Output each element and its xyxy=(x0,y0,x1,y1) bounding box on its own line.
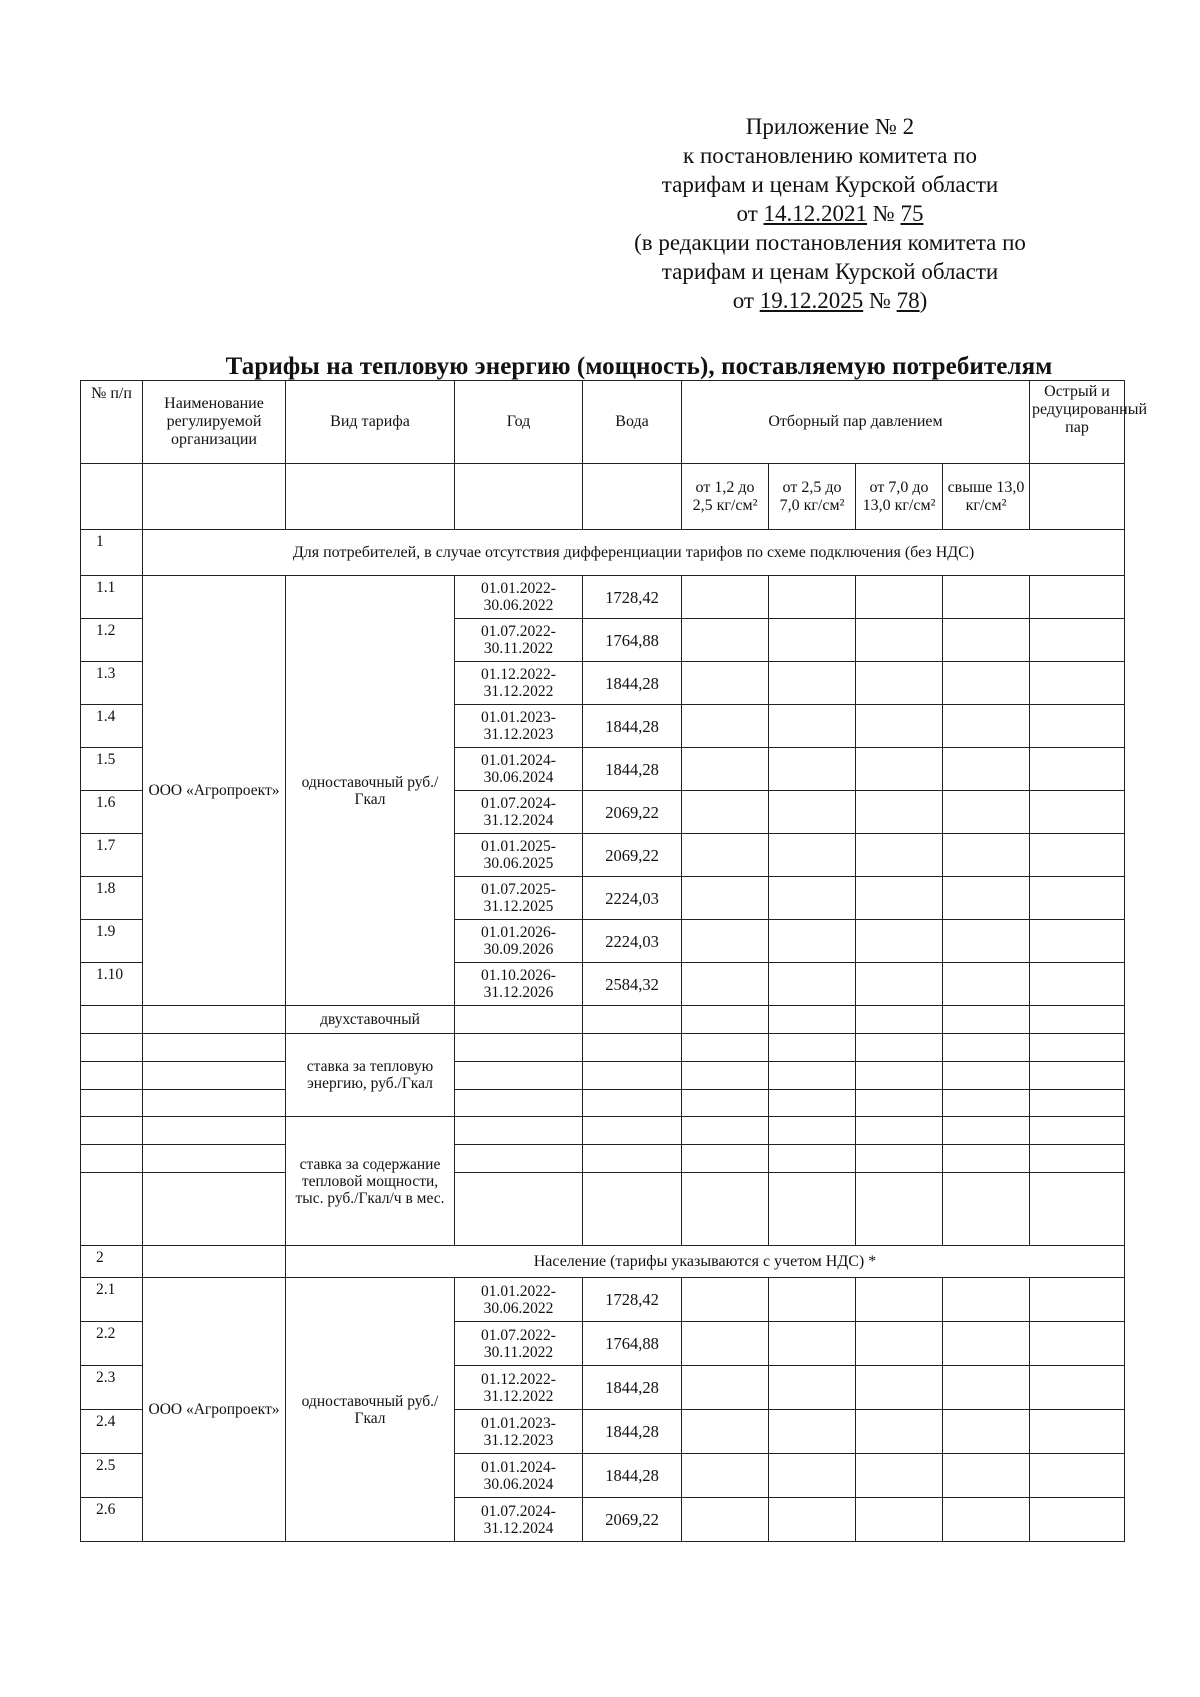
empty-cell xyxy=(682,1173,769,1246)
appendix-line-4-mid: № xyxy=(867,201,901,226)
row-number: 2.1 xyxy=(81,1278,143,1322)
empty-cell xyxy=(682,748,769,791)
empty-cell xyxy=(81,1062,143,1090)
empty-cell xyxy=(856,1454,943,1498)
empty-cell xyxy=(143,1145,286,1173)
empty-cell xyxy=(1030,834,1125,877)
empty-cell xyxy=(943,1034,1030,1062)
empty-cell xyxy=(769,920,856,963)
tariff-period: 01.07.2025-31.12.2025 xyxy=(455,877,583,920)
empty-cell xyxy=(856,1145,943,1173)
water-tariff: 1764,88 xyxy=(583,1322,682,1366)
header-empty xyxy=(143,464,286,530)
tariff-period: 01.01.2022-30.06.2022 xyxy=(455,1278,583,1322)
empty-cell xyxy=(583,1090,682,1117)
empty-cell xyxy=(856,1322,943,1366)
empty-cell xyxy=(143,1034,286,1062)
empty-cell xyxy=(769,1006,856,1034)
resolution-date: 14.12.2021 xyxy=(763,201,868,226)
capacity-rate-label: ставка за содержание тепловой мощности, тыс. руб./Гкал/ч в мес. xyxy=(286,1117,455,1246)
organization-name: ООО «Агропроект» xyxy=(143,1278,286,1542)
empty-cell xyxy=(769,619,856,662)
row-number: 1.4 xyxy=(81,705,143,748)
empty-cell xyxy=(682,1117,769,1145)
header-sharp-steam: Острый и редуцированный пар xyxy=(1030,381,1125,464)
empty-cell xyxy=(682,619,769,662)
row-number: 2.5 xyxy=(81,1454,143,1498)
empty-cell xyxy=(943,1366,1030,1410)
water-tariff: 2069,22 xyxy=(583,834,682,877)
appendix-line-7-mid: № xyxy=(863,288,897,313)
empty-cell xyxy=(943,1145,1030,1173)
empty-cell xyxy=(769,705,856,748)
appendix-line-6: тарифам и ценам Курской области xyxy=(661,259,999,284)
tariff-period: 01.07.2022-30.11.2022 xyxy=(455,619,583,662)
two-part-row xyxy=(81,1006,1125,1034)
empty-cell xyxy=(856,877,943,920)
header-empty xyxy=(286,464,455,530)
empty-cell xyxy=(583,1034,682,1062)
empty-cell xyxy=(682,1034,769,1062)
empty-cell xyxy=(1030,877,1125,920)
row-number: 1.7 xyxy=(81,834,143,877)
empty-cell xyxy=(682,662,769,705)
empty-cell xyxy=(1030,576,1125,619)
empty-cell xyxy=(455,1145,583,1173)
header-num: № п/п xyxy=(81,381,143,464)
tariff-period: 01.12.2022-31.12.2022 xyxy=(455,662,583,705)
empty-cell xyxy=(769,576,856,619)
empty-cell xyxy=(583,1145,682,1173)
section-1-number: 1 xyxy=(81,530,143,576)
empty-cell xyxy=(1030,1062,1125,1090)
section-1-row xyxy=(81,530,1125,576)
row-number: 1.6 xyxy=(81,791,143,834)
empty-cell xyxy=(682,834,769,877)
empty-cell xyxy=(1030,662,1125,705)
empty-cell xyxy=(769,1173,856,1246)
empty-cell xyxy=(682,791,769,834)
appendix-line-3: тарифам и ценам Курской области xyxy=(661,172,999,197)
empty-cell xyxy=(143,1117,286,1145)
empty-cell xyxy=(1030,791,1125,834)
water-tariff: 2584,32 xyxy=(583,963,682,1006)
empty-cell xyxy=(943,619,1030,662)
row-number: 2.2 xyxy=(81,1322,143,1366)
header-year: Год xyxy=(455,381,583,464)
empty-cell xyxy=(1030,1366,1125,1410)
section-2-row xyxy=(81,1246,1125,1278)
empty-cell xyxy=(856,834,943,877)
table-body xyxy=(81,381,1148,1542)
header-empty xyxy=(583,464,682,530)
organization-name: ООО «Агропроект» xyxy=(143,576,286,1006)
empty-cell xyxy=(769,1410,856,1454)
empty-cell xyxy=(856,1062,943,1090)
tariff-period: 01.01.2025-30.06.2025 xyxy=(455,834,583,877)
empty-cell xyxy=(943,576,1030,619)
appendix-line-7 xyxy=(560,286,1100,315)
water-tariff: 1844,28 xyxy=(583,748,682,791)
empty-cell xyxy=(856,576,943,619)
appendix-line-7-suffix: ) xyxy=(919,288,928,313)
tariff-period: 01.01.2022-30.06.2022 xyxy=(455,576,583,619)
empty-cell xyxy=(583,1173,682,1246)
header-empty xyxy=(81,464,143,530)
energy-rate-row xyxy=(81,1062,1125,1090)
tariff-period: 01.10.2026-31.12.2026 xyxy=(455,963,583,1006)
empty-cell xyxy=(455,1117,583,1145)
energy-rate-row xyxy=(81,1090,1125,1117)
empty-cell xyxy=(943,877,1030,920)
empty-cell xyxy=(1030,1410,1125,1454)
header-steam-3: от 7,0 до 13,0 кг/см² xyxy=(856,464,943,530)
water-tariff: 1844,28 xyxy=(583,1454,682,1498)
tariff-period: 01.01.2024-30.06.2024 xyxy=(455,748,583,791)
empty-cell xyxy=(682,1454,769,1498)
empty-cell xyxy=(769,1034,856,1062)
resolution-number: 75 xyxy=(900,201,924,226)
empty-cell xyxy=(583,1117,682,1145)
row-number: 2.4 xyxy=(81,1410,143,1454)
empty-cell xyxy=(1030,1117,1125,1145)
empty-cell xyxy=(81,1090,143,1117)
empty-cell xyxy=(682,920,769,963)
empty-cell xyxy=(682,1410,769,1454)
appendix-line-5: (в редакции постановления комитета по xyxy=(634,230,1026,255)
header-tariff-type: Вид тарифа xyxy=(286,381,455,464)
empty-cell xyxy=(943,791,1030,834)
amendment-number: 78 xyxy=(896,288,920,313)
water-tariff: 1844,28 xyxy=(583,1366,682,1410)
tariff-type: одноставочный руб./Гкал xyxy=(286,1278,455,1542)
empty-cell xyxy=(143,1006,286,1034)
empty-cell xyxy=(769,1145,856,1173)
empty-cell xyxy=(856,705,943,748)
empty-cell xyxy=(682,1090,769,1117)
empty-cell xyxy=(856,1034,943,1062)
empty-cell xyxy=(856,963,943,1006)
header-empty xyxy=(1030,464,1125,530)
empty-cell xyxy=(856,662,943,705)
empty-cell xyxy=(943,1278,1030,1322)
water-tariff: 1728,42 xyxy=(583,1278,682,1322)
tariff-period: 01.01.2026-30.09.2026 xyxy=(455,920,583,963)
empty-cell xyxy=(682,877,769,920)
empty-cell xyxy=(943,1454,1030,1498)
empty-cell xyxy=(769,1322,856,1366)
empty-cell xyxy=(769,1278,856,1322)
empty-cell xyxy=(81,1173,143,1246)
empty-cell xyxy=(943,1062,1030,1090)
empty-cell xyxy=(455,1173,583,1246)
empty-cell xyxy=(856,1410,943,1454)
section-2-title: Население (тарифы указываются с учетом НДС) * xyxy=(286,1246,1125,1278)
empty-cell xyxy=(682,1006,769,1034)
header-row-1 xyxy=(81,381,1125,464)
empty-cell xyxy=(143,1090,286,1117)
empty-cell xyxy=(943,662,1030,705)
empty-cell xyxy=(682,705,769,748)
empty-cell xyxy=(769,748,856,791)
empty-cell xyxy=(856,748,943,791)
table-row xyxy=(81,1278,1125,1322)
empty-cell xyxy=(769,1090,856,1117)
header-steam-1: от 1,2 до 2,5 кг/см² xyxy=(682,464,769,530)
water-tariff: 1728,42 xyxy=(583,576,682,619)
empty-cell xyxy=(1030,1454,1125,1498)
section-1-title: Для потребителей, в случае отсутствия дифференциации тарифов по схеме подключения (без НДС) xyxy=(143,530,1125,576)
energy-rate-row xyxy=(81,1034,1125,1062)
empty-cell xyxy=(856,1498,943,1542)
empty-cell xyxy=(682,1366,769,1410)
empty-cell xyxy=(943,963,1030,1006)
table-row xyxy=(81,576,1125,619)
empty-cell xyxy=(769,791,856,834)
empty-cell xyxy=(1030,1498,1125,1542)
water-tariff: 2069,22 xyxy=(583,1498,682,1542)
appendix-line-4-prefix: от xyxy=(736,201,764,226)
empty-cell xyxy=(856,1090,943,1117)
section-2-number: 2 xyxy=(81,1246,143,1278)
empty-cell xyxy=(943,1322,1030,1366)
empty-cell xyxy=(682,1278,769,1322)
empty-cell xyxy=(682,963,769,1006)
tariff-table xyxy=(80,380,1148,1542)
empty-cell xyxy=(943,748,1030,791)
empty-cell xyxy=(943,1006,1030,1034)
tariff-period: 01.01.2023-31.12.2023 xyxy=(455,1410,583,1454)
empty-cell xyxy=(81,1117,143,1145)
water-tariff: 2069,22 xyxy=(583,791,682,834)
empty-cell xyxy=(682,1322,769,1366)
tariff-period: 01.07.2022-30.11.2022 xyxy=(455,1322,583,1366)
row-number: 1.3 xyxy=(81,662,143,705)
row-number: 1.10 xyxy=(81,963,143,1006)
empty-cell xyxy=(682,1498,769,1542)
appendix-header xyxy=(560,112,1100,315)
empty-cell xyxy=(1030,748,1125,791)
empty-cell xyxy=(943,1090,1030,1117)
water-tariff: 1844,28 xyxy=(583,705,682,748)
header-water: Вода xyxy=(583,381,682,464)
empty-cell xyxy=(1030,1145,1125,1173)
empty-cell xyxy=(143,1246,286,1278)
empty-cell xyxy=(682,576,769,619)
empty-cell xyxy=(943,1410,1030,1454)
capacity-rate-row xyxy=(81,1117,1125,1145)
appendix-line-4 xyxy=(560,199,1100,228)
empty-cell xyxy=(682,1062,769,1090)
water-tariff: 2224,03 xyxy=(583,920,682,963)
empty-cell xyxy=(81,1145,143,1173)
empty-cell xyxy=(943,834,1030,877)
empty-cell xyxy=(769,1454,856,1498)
empty-cell xyxy=(856,1366,943,1410)
document-title: Тарифы на тепловую энергию (мощность), поставляемую потребителям xyxy=(225,353,1053,380)
empty-cell xyxy=(856,1173,943,1246)
tariff-period: 01.12.2022-31.12.2022 xyxy=(455,1366,583,1410)
empty-cell xyxy=(769,877,856,920)
tariff-period: 01.01.2023-31.12.2023 xyxy=(455,705,583,748)
capacity-rate-row xyxy=(81,1173,1125,1246)
empty-cell xyxy=(1030,920,1125,963)
water-tariff: 1844,28 xyxy=(583,1410,682,1454)
empty-cell xyxy=(143,1062,286,1090)
row-number: 2.3 xyxy=(81,1366,143,1410)
empty-cell xyxy=(769,963,856,1006)
empty-cell xyxy=(455,1034,583,1062)
amendment-date: 19.12.2025 xyxy=(759,288,864,313)
empty-cell xyxy=(856,920,943,963)
empty-cell xyxy=(769,1117,856,1145)
appendix-line-2: к постановлению комитета по xyxy=(683,143,977,168)
header-steam: Отборный пар давлением xyxy=(682,381,1030,464)
empty-cell xyxy=(943,1117,1030,1145)
empty-cell xyxy=(1030,1173,1125,1246)
tariff-period: 01.01.2024-30.06.2024 xyxy=(455,1454,583,1498)
empty-cell xyxy=(769,1366,856,1410)
empty-cell xyxy=(769,1062,856,1090)
empty-cell xyxy=(856,619,943,662)
empty-cell xyxy=(81,1034,143,1062)
empty-cell xyxy=(943,1173,1030,1246)
appendix-line-1: Приложение № 2 xyxy=(745,114,915,139)
empty-cell xyxy=(769,834,856,877)
empty-cell xyxy=(1030,1034,1125,1062)
header-empty xyxy=(455,464,583,530)
empty-cell xyxy=(583,1062,682,1090)
tariff-period: 01.07.2024-31.12.2024 xyxy=(455,1498,583,1542)
row-number: 1.9 xyxy=(81,920,143,963)
water-tariff: 1764,88 xyxy=(583,619,682,662)
empty-cell xyxy=(856,1278,943,1322)
row-number: 1.2 xyxy=(81,619,143,662)
empty-cell xyxy=(1030,619,1125,662)
row-number: 1.8 xyxy=(81,877,143,920)
empty-cell xyxy=(455,1062,583,1090)
empty-cell xyxy=(943,705,1030,748)
empty-cell xyxy=(856,1006,943,1034)
tariff-type: одноставочный руб./Гкал xyxy=(286,576,455,1006)
empty-cell xyxy=(81,1006,143,1034)
empty-cell xyxy=(1030,1090,1125,1117)
row-number: 2.6 xyxy=(81,1498,143,1542)
empty-cell xyxy=(682,1145,769,1173)
header-steam-2: от 2,5 до 7,0 кг/см² xyxy=(769,464,856,530)
empty-cell xyxy=(1030,963,1125,1006)
energy-rate-label: ставка за тепловую энергию, руб./Гкал xyxy=(286,1034,455,1117)
row-number: 1.1 xyxy=(81,576,143,619)
two-part-tariff: двухставочный xyxy=(286,1006,455,1034)
capacity-rate-row xyxy=(81,1145,1125,1173)
header-steam-4: свыше 13,0 кг/см² xyxy=(943,464,1030,530)
empty-cell xyxy=(943,1498,1030,1542)
empty-cell xyxy=(1030,1278,1125,1322)
tariff-period: 01.07.2024-31.12.2024 xyxy=(455,791,583,834)
row-number: 1.5 xyxy=(81,748,143,791)
water-tariff: 1844,28 xyxy=(583,662,682,705)
empty-cell xyxy=(583,1006,682,1034)
empty-cell xyxy=(1030,1006,1125,1034)
appendix-line-7-prefix: от xyxy=(732,288,760,313)
empty-cell xyxy=(1030,1322,1125,1366)
empty-cell xyxy=(455,1006,583,1034)
empty-cell xyxy=(455,1090,583,1117)
header-org: Наименование регулируемой организации xyxy=(143,381,286,464)
empty-cell xyxy=(769,662,856,705)
empty-cell xyxy=(856,1117,943,1145)
empty-cell xyxy=(856,791,943,834)
empty-cell xyxy=(943,920,1030,963)
water-tariff: 2224,03 xyxy=(583,877,682,920)
header-row-2 xyxy=(81,464,1125,530)
empty-cell xyxy=(1030,705,1125,748)
empty-cell xyxy=(143,1173,286,1246)
empty-cell xyxy=(769,1498,856,1542)
